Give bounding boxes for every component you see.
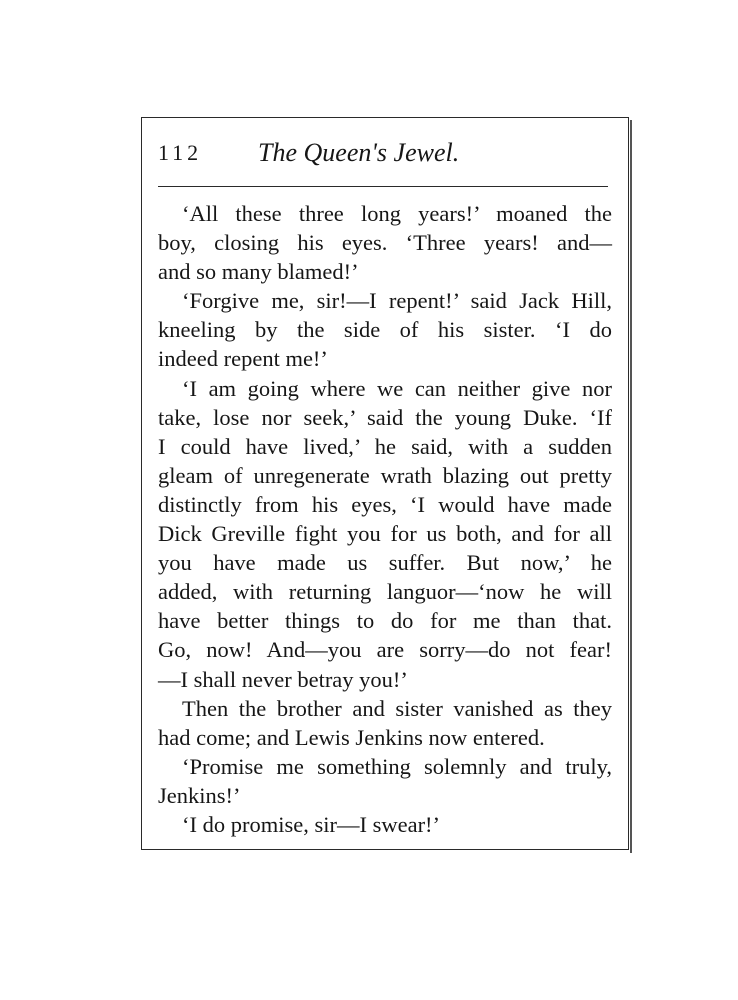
text-line: added, with returning languor—‘now he will <box>158 579 612 605</box>
text-line: Then the brother and sister vanished as they <box>182 695 612 721</box>
running-title: The Queen's Jewel. <box>258 138 460 167</box>
page-number: 112 <box>158 140 203 165</box>
text-line: and so many blamed!’ <box>158 259 359 285</box>
text-line: —I shall never betray you!’ <box>158 666 408 692</box>
text-line: take, lose nor seek,’ said the young Duke. ‘If <box>158 404 612 430</box>
text-line: had come; and Lewis Jenkins now entered. <box>158 724 545 750</box>
text-line: ‘Promise me something solemnly and truly, <box>182 753 612 779</box>
text-line: you have made us suffer. But now,’ he <box>158 550 612 576</box>
text-line: Dick Greville fight you for us both, and for all <box>158 521 612 547</box>
text-line: Go, now! And—you are sorry—do not fear! <box>158 637 612 663</box>
text-line: distinctly from his eyes, ‘I would have made <box>158 491 612 517</box>
running-head <box>158 140 608 176</box>
text-line: ‘All these three long years!’ moaned the <box>182 201 612 226</box>
text-line: gleam of unregenerate wrath blazing out pretty <box>158 462 612 488</box>
text-line: ‘Forgive me, sir!—I repent!’ said Jack Hill, <box>182 288 612 314</box>
text-line: Jenkins!’ <box>158 782 241 808</box>
text-line: have better things to do for me than that. <box>158 608 612 634</box>
header-rule <box>158 186 608 187</box>
text-line: ‘I am going where we can neither give nor <box>182 375 612 401</box>
text-line: boy, closing his eyes. ‘Three years! and— <box>158 230 612 256</box>
text-line: ‘I do promise, sir—I swear!’ <box>182 811 441 837</box>
text-line: indeed repent me!’ <box>158 346 328 372</box>
body-text <box>158 199 612 839</box>
text-line: kneeling by the side of his sister. ‘I do <box>158 317 612 343</box>
text-line: I could have lived,’ he said, with a sudden <box>158 433 612 459</box>
